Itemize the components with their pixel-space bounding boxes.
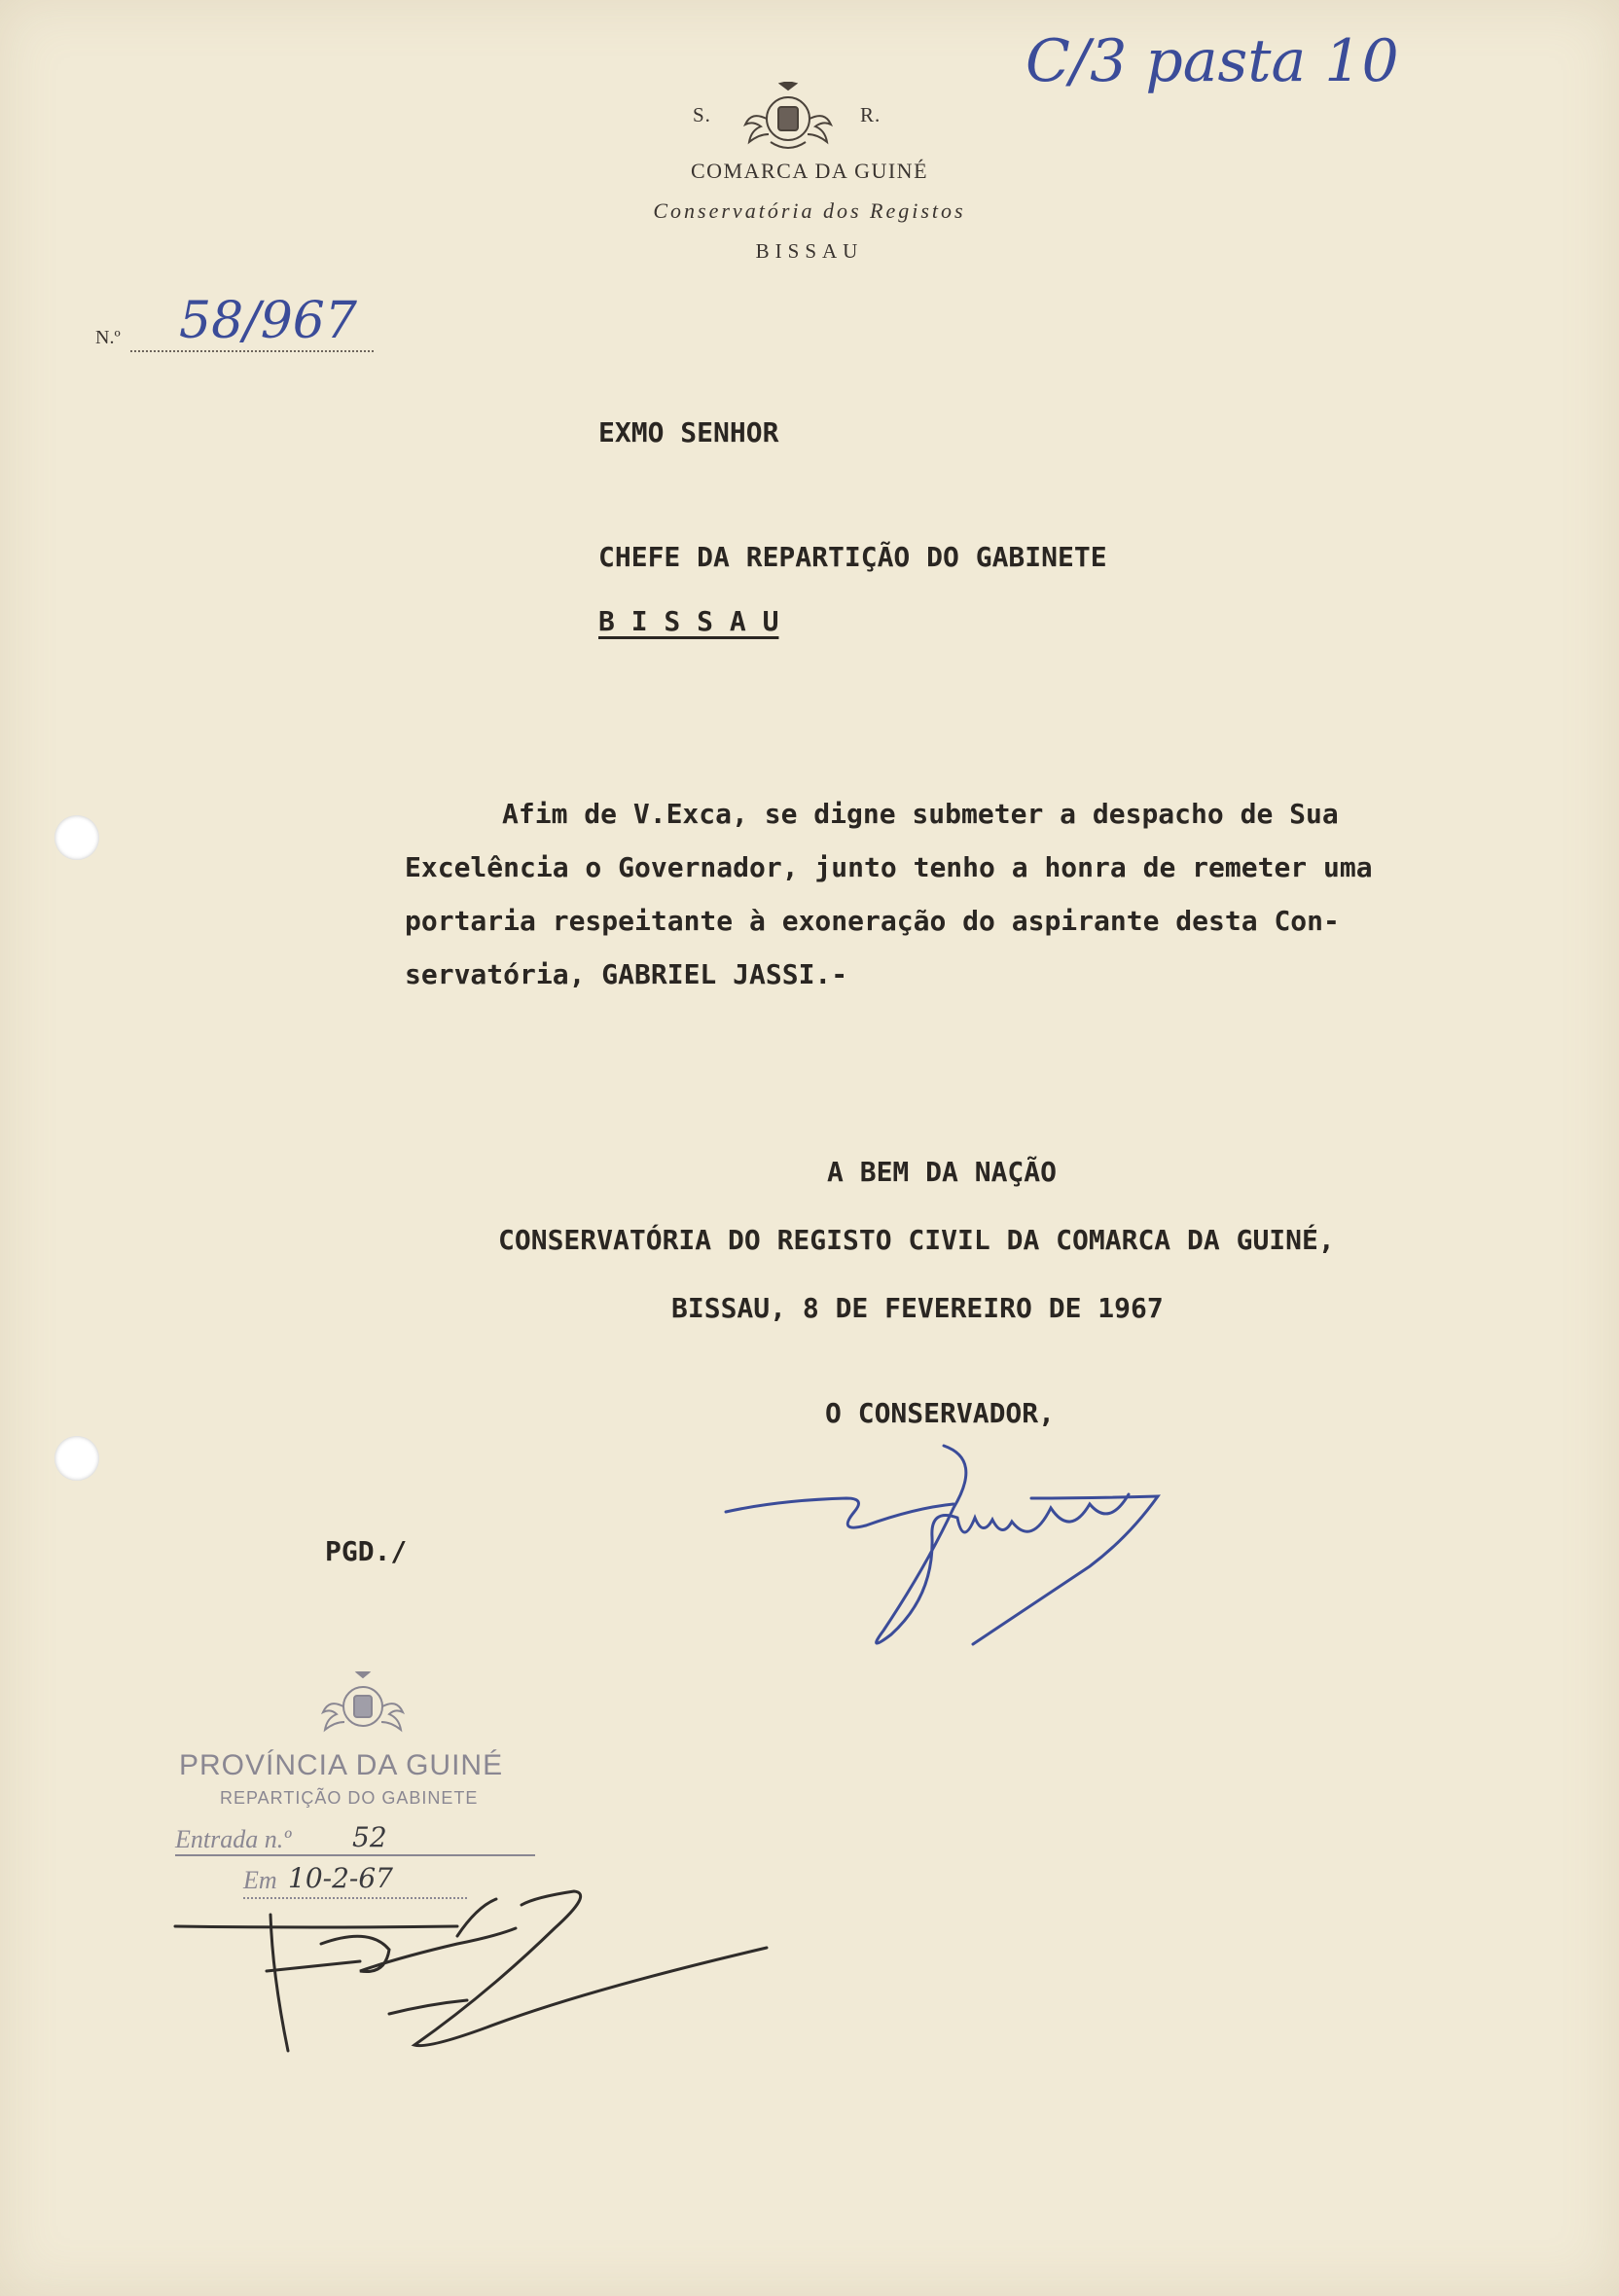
closing-motto: A BEM DA NAÇÃO xyxy=(827,1156,1058,1188)
typist-initials: PGD./ xyxy=(325,1535,408,1567)
letterhead-city: BISSAU xyxy=(755,239,864,263)
signatory-title: O CONSERVADOR, xyxy=(825,1397,1056,1429)
stamp-emblem-icon xyxy=(317,1671,409,1741)
addressee-title: CHEFE DA REPARTIÇÃO DO GABINETE xyxy=(598,541,1107,573)
stamp-office: REPARTIÇÃO DO GABINETE xyxy=(220,1788,479,1808)
letterhead-comarca: COMARCA DA GUINÉ xyxy=(690,159,929,183)
stamp-date-label: Em xyxy=(243,1866,277,1894)
body-line: servatória, GABRIEL JASSI.- xyxy=(405,958,848,990)
body-line: portaria respeitante à exoneração do aspirante desta Con- xyxy=(405,905,1340,937)
archive-annotation: C/3 pasta 10 xyxy=(1025,27,1399,95)
letterhead-department: Conservatória dos Registos xyxy=(653,198,966,223)
addressee-city: B I S S A U xyxy=(598,605,779,637)
closing-place-date: BISSAU, 8 DE FEVEREIRO DE 1967 xyxy=(671,1292,1164,1324)
closing-office: CONSERVATÓRIA DO REGISTO CIVIL DA COMARCA DA GUINÉ, xyxy=(498,1224,1335,1256)
letterhead-right-initial: R. xyxy=(860,103,881,126)
signature-mark xyxy=(720,1440,1284,1673)
punch-hole xyxy=(54,1436,99,1481)
body-line: Excelência o Governador, junto tenho a honra de remeter uma xyxy=(405,851,1373,883)
letterhead-left-initial: S. xyxy=(693,103,711,126)
coat-of-arms-icon xyxy=(741,82,835,156)
reference-dotted-line xyxy=(130,350,374,352)
stamp-entry-label: Entrada n.º xyxy=(175,1825,292,1853)
stamp-signature-mark xyxy=(165,1868,788,2082)
stamp-province: PROVÍNCIA DA GUINÉ xyxy=(179,1749,504,1781)
reference-label: N.º xyxy=(95,327,121,348)
body-line: Afim de V.Exca, se digne submeter a despacho de Sua xyxy=(502,798,1339,830)
stamp-entry-line xyxy=(175,1854,535,1856)
stamp-entry-number: 52 xyxy=(352,1821,387,1853)
salutation: EXMO SENHOR xyxy=(598,416,779,448)
reference-number: 58/967 xyxy=(179,292,357,350)
stamp-date-value: 10-2-67 xyxy=(288,1862,393,1894)
punch-hole xyxy=(54,815,99,860)
